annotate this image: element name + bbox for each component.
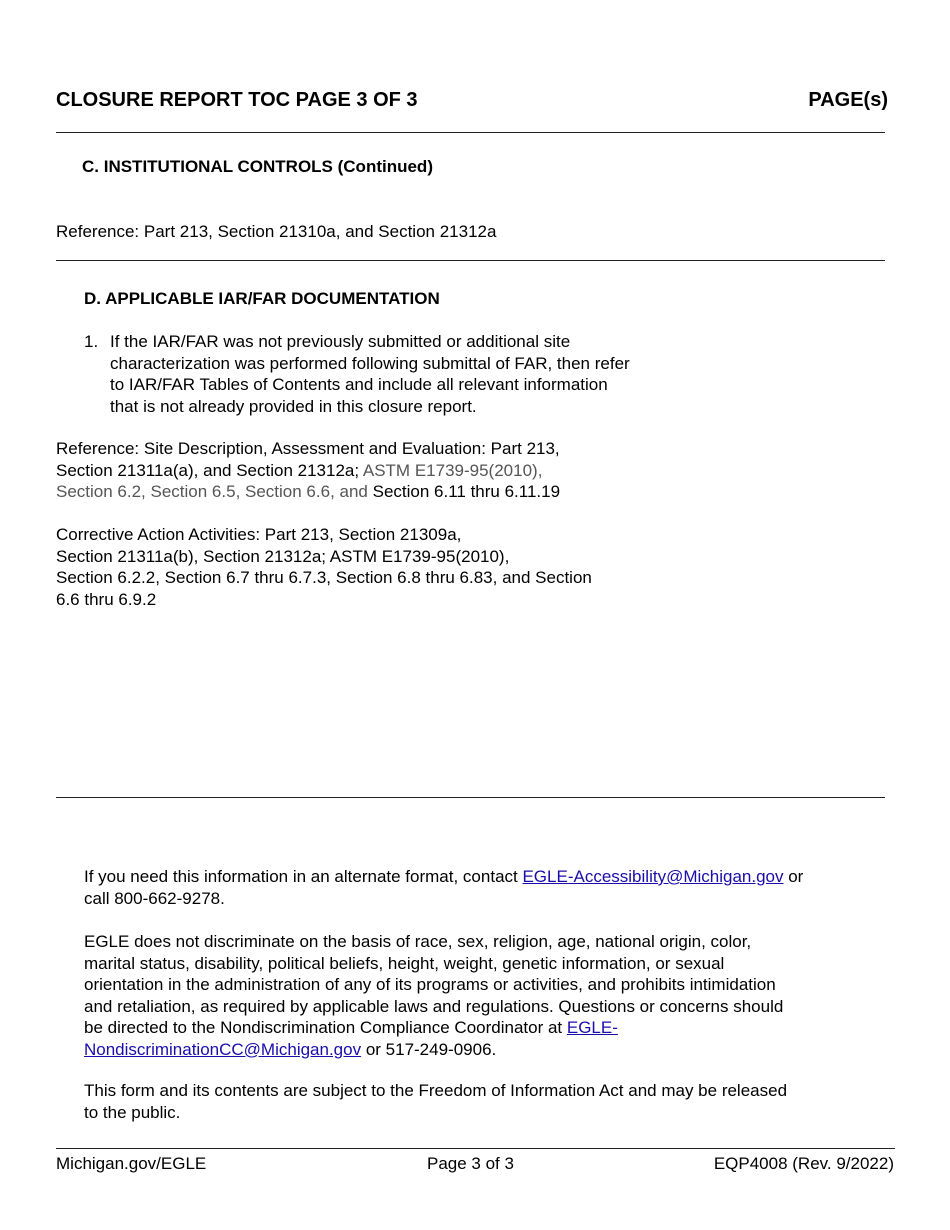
corrective-action-reference <box>56 524 756 610</box>
list-item-line: If the IAR/FAR was not previously submitted or additional site <box>110 332 571 351</box>
list-item-text <box>110 331 730 417</box>
notice-line: orientation in the administration of any of its programs or activities, and prohibits intimidation <box>84 975 776 994</box>
notice-line: EGLE does not discriminate on the basis of race, sex, religion, age, national origin, color, <box>84 932 752 951</box>
footer-form-id: EQP4008 (Rev. 9/2022) <box>713 1154 894 1173</box>
section-d-heading: D. APPLICABLE IAR/FAR DOCUMENTATION <box>84 289 440 308</box>
corrective-line: Section 6.2.2, Section 6.7 thru 6.7.3, Section 6.8 thru 6.83, and Section <box>56 568 592 587</box>
reference-text: Section 6.11 thru 6.11.19 <box>372 482 561 501</box>
reference-text-gray: ASTM E1739-95(2010), <box>362 460 543 480</box>
reference-text: Section 21311a(a), and Section 21312a; <box>56 460 363 480</box>
notice-line <box>84 866 884 888</box>
footer-page-number: Page 3 of 3 <box>427 1154 514 1173</box>
notice-line: call 800-662-9278. <box>84 888 225 908</box>
notice-line: marital status, disability, political beliefs, height, weight, genetic information, or sexual <box>84 953 725 973</box>
notice-line: and retaliation, as required by applicable laws and regulations. Questions or concerns should <box>84 996 784 1016</box>
accessibility-email-link[interactable]: EGLE-Accessibility@Michigan.gov <box>522 867 784 886</box>
nondiscrimination-email-link-part1[interactable]: EGLE- <box>566 1018 618 1037</box>
accessibility-notice <box>84 866 884 909</box>
notice-line <box>84 1017 884 1039</box>
footer-website: Michigan.gov/EGLE <box>56 1154 207 1173</box>
list-item-number: 1. <box>84 332 99 351</box>
reference-line: Reference: Site Description, Assessment and Evaluation: Part 213, <box>56 439 560 458</box>
notice-text: or <box>783 867 804 886</box>
reference-line <box>56 481 756 503</box>
nondiscrimination-email-link-part2[interactable]: NondiscriminationCC@Michigan.gov <box>84 1039 362 1059</box>
foia-notice <box>84 1080 884 1123</box>
notice-text: If you need this information in an alternate format, contact <box>84 867 523 886</box>
section-d-reference <box>56 438 756 503</box>
section-c-heading: C. INSTITUTIONAL CONTROLS (Continued) <box>82 157 433 176</box>
notice-line: This form and its contents are subject to the Freedom of Information Act and may be released <box>84 1081 788 1100</box>
divider <box>56 260 885 261</box>
divider <box>56 132 885 133</box>
divider <box>56 797 885 798</box>
notice-line: to the public. <box>84 1102 181 1122</box>
corrective-line: 6.6 thru 6.9.2 <box>56 589 157 609</box>
section-c-reference: Reference: Part 213, Section 21310a, and Section 21312a <box>56 222 497 241</box>
notice-text: be directed to the Nondiscrimination Compliance Coordinator at <box>84 1018 567 1037</box>
nondiscrimination-notice <box>84 931 884 1060</box>
corrective-line: Corrective Action Activities: Part 213, Section 21309a, <box>56 525 462 544</box>
list-item-line: that is not already provided in this closure report. <box>110 396 477 416</box>
corrective-line: Section 21311a(b), Section 21312a; ASTM E1739-95(2010), <box>56 546 510 566</box>
footer-rule <box>56 1148 895 1149</box>
notice-line <box>84 1039 884 1061</box>
reference-text-gray: Section 6.2, Section 6.5, Section 6.6, and <box>56 482 373 501</box>
pages-column-label: PAGE(s) <box>808 89 888 111</box>
page-title: CLOSURE REPORT TOC PAGE 3 OF 3 <box>56 89 418 111</box>
list-item-line: to IAR/FAR Tables of Contents and include all relevant information <box>110 375 608 394</box>
notice-text: or 517-249-0906. <box>361 1039 497 1059</box>
list-item-line: characterization was performed following submittal of FAR, then refer <box>110 353 630 373</box>
reference-line <box>56 460 756 482</box>
